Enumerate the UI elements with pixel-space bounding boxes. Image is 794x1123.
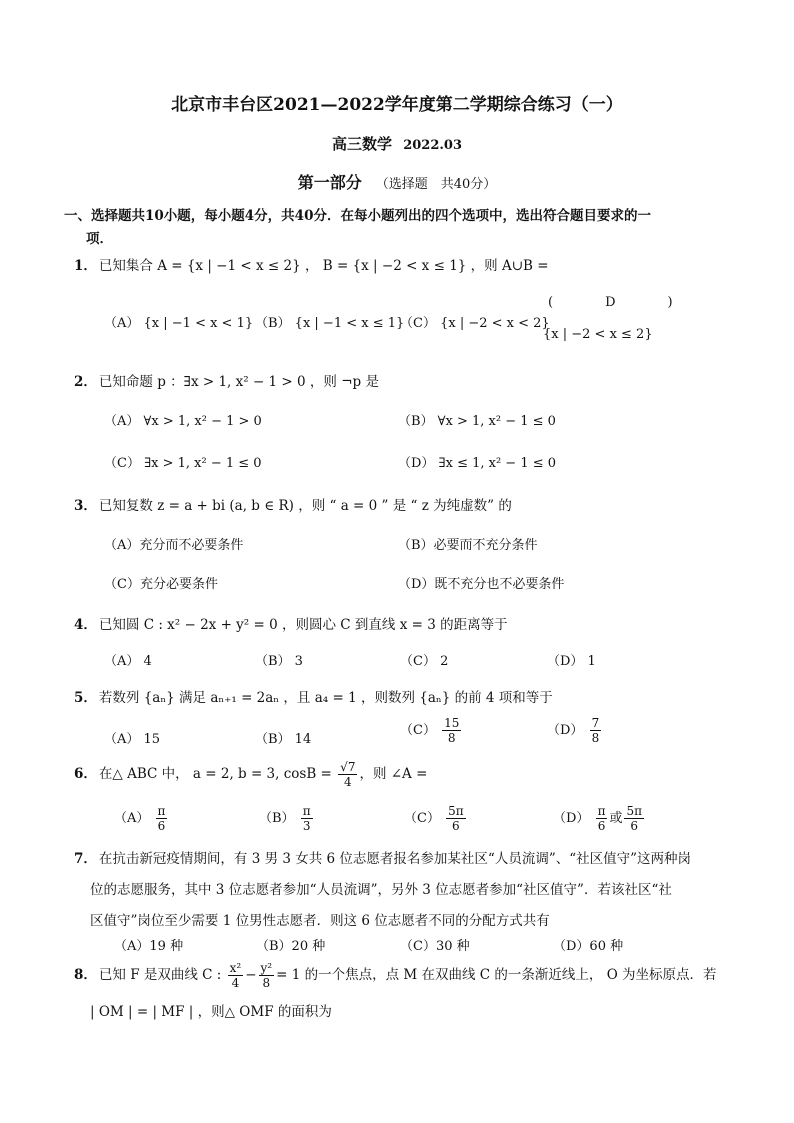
fraction: $\frac{15}{8}$: [444, 716, 460, 745]
question-stem: 已知复数 z = a + bi (a, b ∈ R) ，则 “ a = 0 ” 是 “ z 为纯虚数” 的: [98, 498, 512, 514]
fraction: $\frac{5\pi}{6}$: [626, 804, 643, 833]
fraction: $\frac{7}{8}$: [591, 716, 600, 745]
q5-option-a: （A） 15: [104, 732, 161, 747]
q4-option-d: （D） 1: [547, 654, 596, 669]
fraction: $\frac{\pi}{6}$: [597, 804, 606, 833]
question-number: 8．: [74, 967, 97, 983]
question-stem-pre: 在△ ABC 中， a = 2, b = 3, cosB =: [98, 766, 332, 782]
q7-option-d: （D）60 种: [553, 939, 624, 954]
q5-option-c: [400, 716, 463, 745]
q5-option-d: [547, 716, 603, 745]
fraction-y2: $\frac{\text{y²}}{8}$: [260, 961, 273, 990]
fraction: $\frac{\pi}{3}$: [302, 804, 311, 833]
exam-title: 北京市丰台区2021—2022学年度第二学期综合练习（一）: [171, 95, 623, 115]
q2-option-d: （D） ∃x ≤ 1, x² − 1 ≤ 0: [398, 456, 557, 471]
q6-option-b: （B） $\frac{\pi}{3}$: [259, 804, 311, 833]
question-6: [74, 760, 427, 789]
question-number: 4．: [74, 617, 97, 633]
question-5: [74, 686, 553, 706]
question-stem: 已知集合 A = {x | −1 < x ≤ 2} ， B = {x | −2 < x ≤ 1} ，则 A∪B =: [98, 258, 549, 274]
fraction: $\frac{5\pi}{6}$: [448, 804, 464, 833]
q1-option-d-label: ( D ): [548, 295, 673, 310]
question-stem-pre: 已知 F 是双曲线 C :: [98, 967, 222, 983]
section-instructions-line1: 一、选择题共10小题，每小题4分，共40分．在每小题列出的四个选项中，选出符合题目要求的一: [64, 208, 651, 224]
q3-option-c: （C）充分必要条件: [104, 577, 218, 592]
q2-option-a: （A） ∀x > 1, x² − 1 > 0: [104, 414, 262, 429]
question-stem: 已知圆 C : x² − 2x + y² = 0 ，则圆心 C 到直线 x = 3 的距离等于: [98, 617, 508, 633]
question-stem-post: ，则 ∠A =: [359, 766, 428, 782]
question-7: [74, 847, 691, 867]
q3-option-a: （A）充分而不必要条件: [104, 538, 244, 553]
exam-subtitle: [0, 133, 794, 154]
question-8: 8． 已知 F 是双曲线 C : $\frac{\text{x²}}{4}$ − $\frac{\text{y²}}{8}$ = 1 的一个焦点，点 M 在双曲线 C 的一条渐近线上， O 为坐标原点．若: [74, 961, 717, 990]
option-label: （C）: [400, 723, 436, 738]
question-number: 5．: [74, 690, 97, 706]
q4-option-c: （C） 2: [400, 654, 449, 669]
question-1: [74, 254, 549, 274]
exam-date: 2022.03: [403, 138, 463, 153]
q7-option-a: （A）19 种: [114, 939, 184, 954]
fraction: $\frac{\pi}{6}$: [157, 804, 166, 833]
q2-option-b: （B） ∀x > 1, x² − 1 ≤ 0: [398, 414, 556, 429]
q1-option-a: （A） {x | −1 < x < 1}: [104, 316, 254, 331]
question-stem-post: = 1 的一个焦点，点 M 在双曲线 C 的一条渐近线上， O 为坐标原点．若: [276, 967, 717, 983]
cos-fraction: $\frac{√7}{4}$: [340, 760, 356, 789]
question-number: 3．: [74, 498, 97, 514]
question-2: [74, 370, 379, 390]
part-title: 第一部分: [297, 173, 362, 192]
section-instructions-line2: 项．: [86, 231, 113, 247]
option-label: （D）: [547, 723, 584, 738]
question-number: 7．: [74, 851, 97, 867]
fraction-x2: $\frac{\text{x²}}{4}$: [229, 961, 242, 990]
q5-option-b: （B） 14: [255, 732, 312, 747]
question-stem: 若数列 {aₙ} 满足 aₙ₊₁ = 2aₙ ，且 a₄ = 1 ，则数列 {aₙ} 的前 4 项和等于: [98, 690, 553, 706]
question-7-line2: 位的志愿服务，其中 3 位志愿者参加“人员流调”，另外 3 位志愿者参加“社区值守”．若该社区“社: [90, 882, 672, 898]
question-number: 6．: [74, 766, 97, 782]
part-note: （选择题 共40分）: [375, 177, 497, 192]
q1-option-b: （B） {x | −1 < x ≤ 1}: [255, 316, 405, 331]
question-number: 1．: [74, 258, 97, 274]
q6-option-a: （A） $\frac{\pi}{6}$: [114, 804, 166, 833]
part-heading: [0, 170, 794, 193]
question-stem-line1: 在抗击新冠疫情期间，有 3 男 3 女共 6 位志愿者报名参加某社区“人员流调”、“社区值守”这两种岗: [98, 851, 692, 867]
q3-option-b: （B）必要而不充分条件: [398, 538, 538, 553]
q4-option-a: （A） 4: [104, 654, 152, 669]
question-7-line3: 区值守”岗位至少需要 1 位男性志愿者．则这 6 位志愿者不同的分配方式共有: [90, 913, 550, 929]
question-4: [74, 613, 508, 633]
question-stem: 已知命题 p ：∃x > 1, x² − 1 > 0 ，则 ¬p 是: [98, 374, 379, 390]
q6-option-c: （C） $\frac{5\pi}{6}$: [404, 804, 464, 833]
subject-label: 高三数学: [331, 135, 392, 153]
q6-option-d: （D） $\frac{\pi}{6}$ 或 $\frac{5\pi}{6}$: [553, 804, 643, 833]
q7-option-c: （C）30 种: [400, 939, 470, 954]
question-8-line2: | OM | = | MF | ，则△ OMF 的面积为: [90, 1004, 332, 1020]
q4-option-b: （B） 3: [255, 654, 303, 669]
q2-option-c: （C） ∃x > 1, x² − 1 ≤ 0: [104, 456, 262, 471]
q1-option-d: {x | −2 < x ≤ 2}: [543, 327, 653, 342]
q7-option-b: （B）20 种: [256, 939, 326, 954]
q1-option-c: （C） {x | −2 < x < 2}: [400, 316, 550, 331]
question-number: 2．: [74, 374, 97, 390]
q3-option-d: （D）既不充分也不必要条件: [398, 577, 565, 592]
question-3: [74, 494, 512, 514]
